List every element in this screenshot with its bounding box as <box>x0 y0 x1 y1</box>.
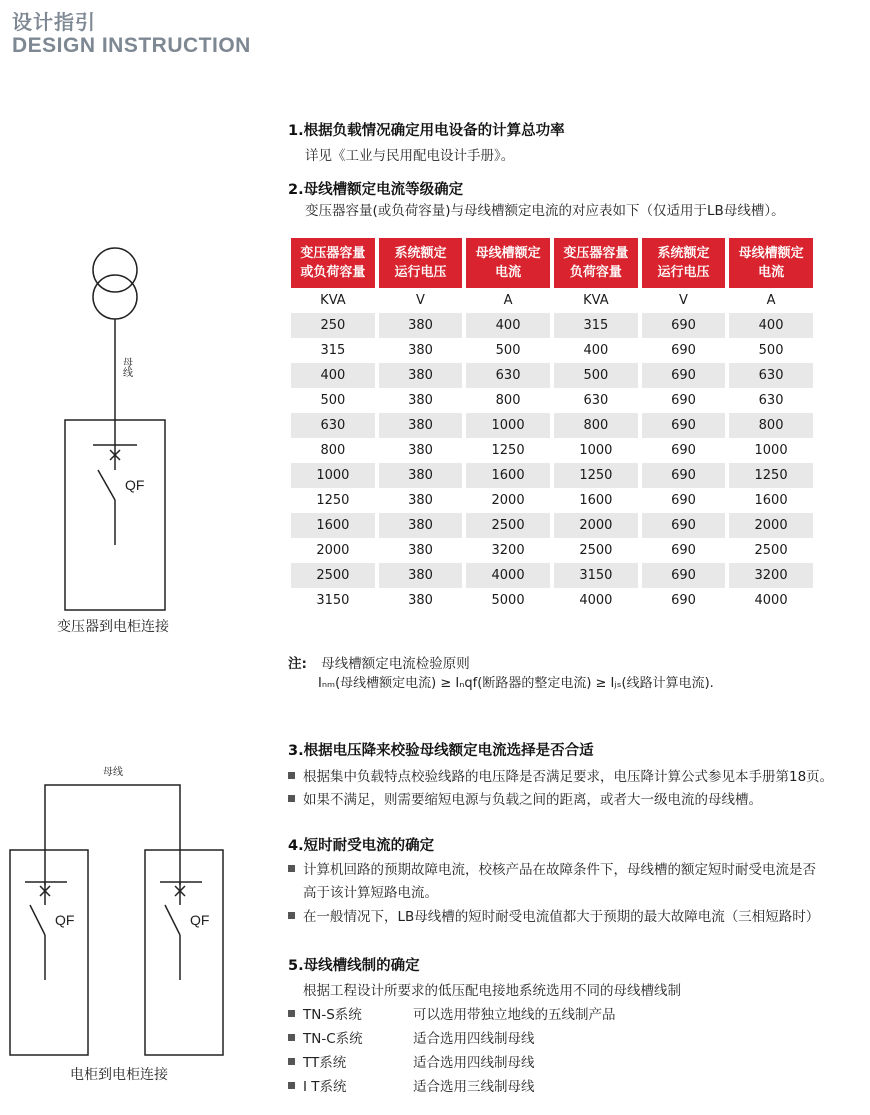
table-row <box>291 363 813 388</box>
table-cell: 3200 <box>491 543 525 558</box>
note-formula: Iₙₘ(母线槽额定电流) ≥ Iₙqf(断路器的整定电流) ≥ Iⱼₛ(线路计算电流). <box>318 676 714 691</box>
section-4-heading: 4.短时耐受电流的确定 <box>288 838 435 854</box>
table-cell: 4000 <box>754 593 788 608</box>
table-cell: 380 <box>379 463 462 488</box>
unit-cell: A <box>503 293 513 308</box>
table-cell: 380 <box>408 343 433 358</box>
section-2-text: 变压器容量(或负荷容量)与母线槽额定电流的对应表如下（仅适用于LB母线槽）。 <box>305 203 785 219</box>
table-cell: 500 <box>320 393 346 408</box>
table-cell: 315 <box>554 313 638 338</box>
table-cell: 4000 <box>579 593 613 608</box>
table-cell: 400 <box>583 343 609 358</box>
system-item-desc: 适合选用四线制母线 <box>413 1055 535 1071</box>
table-cell: 1600 <box>466 463 550 488</box>
table-cell: 630 <box>758 393 784 408</box>
table-row <box>291 513 813 538</box>
table-header-cell: 变压器容量 负荷容量 <box>554 238 638 288</box>
table-cell: 690 <box>642 513 725 538</box>
header-title-cn: 设计指引 <box>12 10 96 34</box>
table-cell: 690 <box>671 393 696 408</box>
section-2-heading: 2.母线槽额定电流等级确定 <box>288 182 464 198</box>
note-line-1 <box>288 652 470 672</box>
table-cell: 400 <box>291 363 375 388</box>
switch-blade <box>98 470 115 500</box>
note-text: 母线槽额定电流检验原则 <box>321 656 470 672</box>
table-row <box>291 413 813 438</box>
table-cell: 1250 <box>316 493 350 508</box>
table-cell: 5000 <box>491 593 525 608</box>
table-cell: 2500 <box>291 563 375 588</box>
system-item-desc: 适合选用三线制母线 <box>413 1079 535 1095</box>
table-row <box>291 588 813 613</box>
table-header-row <box>291 238 813 288</box>
table-cell: 2000 <box>316 543 350 558</box>
note-label: 注: <box>288 656 307 672</box>
table-cell: 500 <box>554 363 638 388</box>
table-cell: 380 <box>379 363 462 388</box>
diagram-2-caption: 电柜到电柜连接 <box>70 1067 168 1083</box>
table-cell: 690 <box>671 593 696 608</box>
table-cell: 690 <box>642 563 725 588</box>
table-cell: 3200 <box>729 563 813 588</box>
table-cell: 380 <box>379 313 462 338</box>
table-row <box>291 388 813 413</box>
table-cell: 380 <box>408 393 433 408</box>
table-cell: 1000 <box>754 443 788 458</box>
table-header-cell: 母线槽额定 电流 <box>466 238 550 288</box>
table-cell: 380 <box>408 593 433 608</box>
table-cell: 400 <box>466 313 550 338</box>
table-cell: 3150 <box>316 593 350 608</box>
table-row <box>291 538 813 563</box>
table-cell: 500 <box>495 343 521 358</box>
table-cell: 500 <box>758 343 784 358</box>
section-1-heading: 1.根据负载情况确定用电设备的计算总功率 <box>288 123 565 139</box>
section-4-bullet-cont: 高于该计算短路电流。 <box>303 885 438 901</box>
transformer-coil-bottom <box>93 275 137 319</box>
section-3-heading: 3.根据电压降来校验母线额定电流选择是否合适 <box>288 743 594 759</box>
table-cell: 380 <box>379 413 462 438</box>
table-cell: 380 <box>379 513 462 538</box>
table-row <box>291 463 813 488</box>
bullet-icon <box>288 865 295 872</box>
table-cell: 2000 <box>491 493 525 508</box>
transformer-to-cabinet-diagram <box>40 245 220 615</box>
table-cell: 1000 <box>291 463 375 488</box>
current-rating-table <box>287 238 817 613</box>
cabinet-left-outline <box>10 850 88 1055</box>
table-cell: 1250 <box>729 463 813 488</box>
system-item: I T系统 <box>288 1075 347 1095</box>
table-header-cell: 系统额定 运行电压 <box>379 238 462 288</box>
bullet-icon <box>288 772 295 779</box>
table-cell: 630 <box>583 393 609 408</box>
table-cell: 1250 <box>491 443 525 458</box>
table-cell: 380 <box>379 563 462 588</box>
busbar-line <box>45 785 180 885</box>
table-cell: 315 <box>320 343 346 358</box>
bus-label: 母线 <box>103 767 123 778</box>
transformer-coil-top <box>93 248 137 292</box>
table-cell: 400 <box>729 313 813 338</box>
table-cell: 2500 <box>754 543 788 558</box>
table-cell: 630 <box>466 363 550 388</box>
table-cell: 2000 <box>554 513 638 538</box>
bullet-icon <box>288 1034 295 1041</box>
system-item-desc: 适合选用四线制母线 <box>413 1031 535 1047</box>
header-title-en: DESIGN INSTRUCTION <box>12 34 251 57</box>
bullet-icon <box>288 912 295 919</box>
table-row <box>291 438 813 463</box>
table-row <box>291 488 813 513</box>
table-row <box>291 338 813 363</box>
table-cell: 2000 <box>729 513 813 538</box>
section-1-text: 详见《工业与民用配电设计手册》。 <box>305 148 515 164</box>
unit-cell: KVA <box>583 293 609 308</box>
unit-cell: A <box>766 293 776 308</box>
section-4-bullet: 在一般情况下，LB母线槽的短时耐受电流值都大于预期的最大故障电流（三相短路时） <box>288 905 819 925</box>
table-cell: 630 <box>291 413 375 438</box>
section-4-bullet: 计算机回路的预期故障电流，校核产品在故障条件下，母线槽的额定短时耐受电流是否 <box>288 858 816 878</box>
unit-cell: V <box>416 293 425 308</box>
unit-cell: V <box>679 293 688 308</box>
table-cell: 1600 <box>579 493 613 508</box>
table-cell: 800 <box>729 413 813 438</box>
table-cell: 800 <box>320 443 346 458</box>
system-item-desc: 可以选用带独立地线的五线制产品 <box>413 1007 616 1023</box>
table-cell: 1000 <box>579 443 613 458</box>
breaker-label: QF <box>190 912 210 928</box>
breaker-label: QF <box>55 912 75 928</box>
section-5-intro: 根据工程设计所要求的低压配电接地系统选用不同的母线槽线制 <box>303 983 681 999</box>
table-cell: 690 <box>671 493 696 508</box>
table-header-cell: 变压器容量 或负荷容量 <box>291 238 375 288</box>
table-header-cell: 母线槽额定 电流 <box>729 238 813 288</box>
cabinet-to-cabinet-diagram <box>5 760 230 1060</box>
table-cell: 690 <box>671 543 696 558</box>
unit-cell: KVA <box>320 293 346 308</box>
table-row <box>291 563 813 588</box>
bus-label: 母线 <box>120 357 132 377</box>
table-cell: 250 <box>291 313 375 338</box>
system-item: TN-C系统 <box>288 1027 363 1047</box>
table-cell: 1600 <box>291 513 375 538</box>
table-cell: 690 <box>642 413 725 438</box>
table-cell: 2500 <box>579 543 613 558</box>
table-cell: 380 <box>408 443 433 458</box>
section-3-bullet: 根据集中负载特点校验线路的电压降是否满足要求，电压降计算公式参见本手册第18页。 <box>288 765 833 785</box>
section-5-heading: 5.母线槽线制的确定 <box>288 958 420 974</box>
bullet-icon <box>288 795 295 802</box>
table-cell: 690 <box>671 443 696 458</box>
diagram-1-caption: 变压器到电柜连接 <box>57 619 169 635</box>
table-cell: 3150 <box>554 563 638 588</box>
table-cell: 630 <box>729 363 813 388</box>
switch-blade <box>30 905 45 935</box>
table-cell: 690 <box>642 463 725 488</box>
system-item: TN-S系统 <box>288 1003 362 1023</box>
table-units-row <box>291 288 813 313</box>
table-cell: 690 <box>642 363 725 388</box>
cabinet-right-outline <box>145 850 223 1055</box>
table-cell: 380 <box>408 543 433 558</box>
table-cell: 690 <box>671 343 696 358</box>
table-cell: 2500 <box>466 513 550 538</box>
table-row <box>291 313 813 338</box>
bullet-icon <box>288 1082 295 1089</box>
system-item: TT系统 <box>288 1051 346 1071</box>
table-cell: 690 <box>642 313 725 338</box>
table-cell: 380 <box>408 493 433 508</box>
switch-blade <box>165 905 180 935</box>
breaker-label: QF <box>125 477 145 493</box>
bullet-icon <box>288 1058 295 1065</box>
table-cell: 800 <box>554 413 638 438</box>
table-header-cell: 系统额定 运行电压 <box>642 238 725 288</box>
table-cell: 1250 <box>554 463 638 488</box>
section-3-bullet: 如果不满足，则需要缩短电源与负载之间的距离，或者大一级电流的母线槽。 <box>288 788 762 808</box>
table-cell: 4000 <box>466 563 550 588</box>
table-cell: 1000 <box>466 413 550 438</box>
bullet-icon <box>288 1010 295 1017</box>
table-cell: 1600 <box>754 493 788 508</box>
table-cell: 800 <box>495 393 521 408</box>
